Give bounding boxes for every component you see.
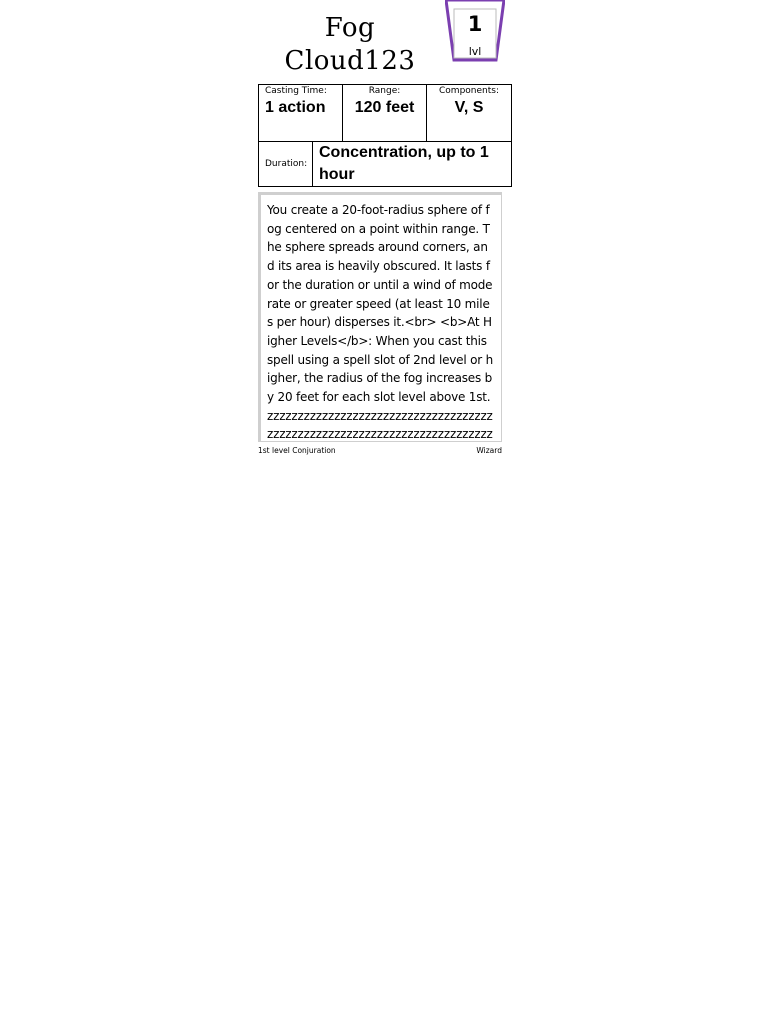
level-number: 1 — [467, 12, 483, 36]
spell-title — [280, 12, 420, 78]
spell-school-level: 1st level Conjuration — [258, 446, 336, 455]
components-value: V, S — [454, 99, 484, 116]
duration-label-cell — [259, 142, 313, 187]
casting-time-label: Casting Time: — [265, 86, 327, 96]
casting-time-value: 1 action — [265, 99, 326, 116]
range-label: Range: — [368, 86, 401, 96]
spell-title-line1: Fog — [324, 13, 376, 43]
duration-value-cell — [313, 142, 512, 187]
spell-description-box[interactable] — [258, 192, 502, 442]
range-cell — [343, 85, 427, 142]
duration-label: Duration: — [265, 159, 308, 169]
spell-description: You create a 20-foot-radius sphere of fog centered on a point within range. The sphere spreads around corners, and its area is heavily obscured. It lasts for the duration or until a wind of moderate or greater speed (at least 10 miles per hour) disperses it.<br> <b>At Higher Levels</b>: When you cast this spell using a spell slot of 2nd level or higher, the radius of the fog increases by 20 feet for each slot level above 1st.zzzzzzzzzzzzzzzzzzzzzzzzzzzzzzzzzzzzzzzzzzzzzzzzzzzzzzzzzzzzzzzzzzzzzzzzzz — [267, 203, 494, 442]
components-label: Components: — [439, 86, 499, 96]
spell-class: Wizard — [476, 446, 502, 455]
components-cell — [427, 85, 512, 142]
range-value: 120 feet — [354, 99, 415, 116]
spell-stats-table — [258, 84, 512, 187]
casting-time-cell — [259, 85, 343, 142]
card-footer — [258, 446, 502, 458]
level-unit: lvl — [468, 45, 482, 58]
duration-value: Concentration, up to 1 hour — [319, 144, 489, 183]
level-badge — [445, 0, 505, 62]
spell-title-line2: Cloud123 — [284, 46, 416, 76]
